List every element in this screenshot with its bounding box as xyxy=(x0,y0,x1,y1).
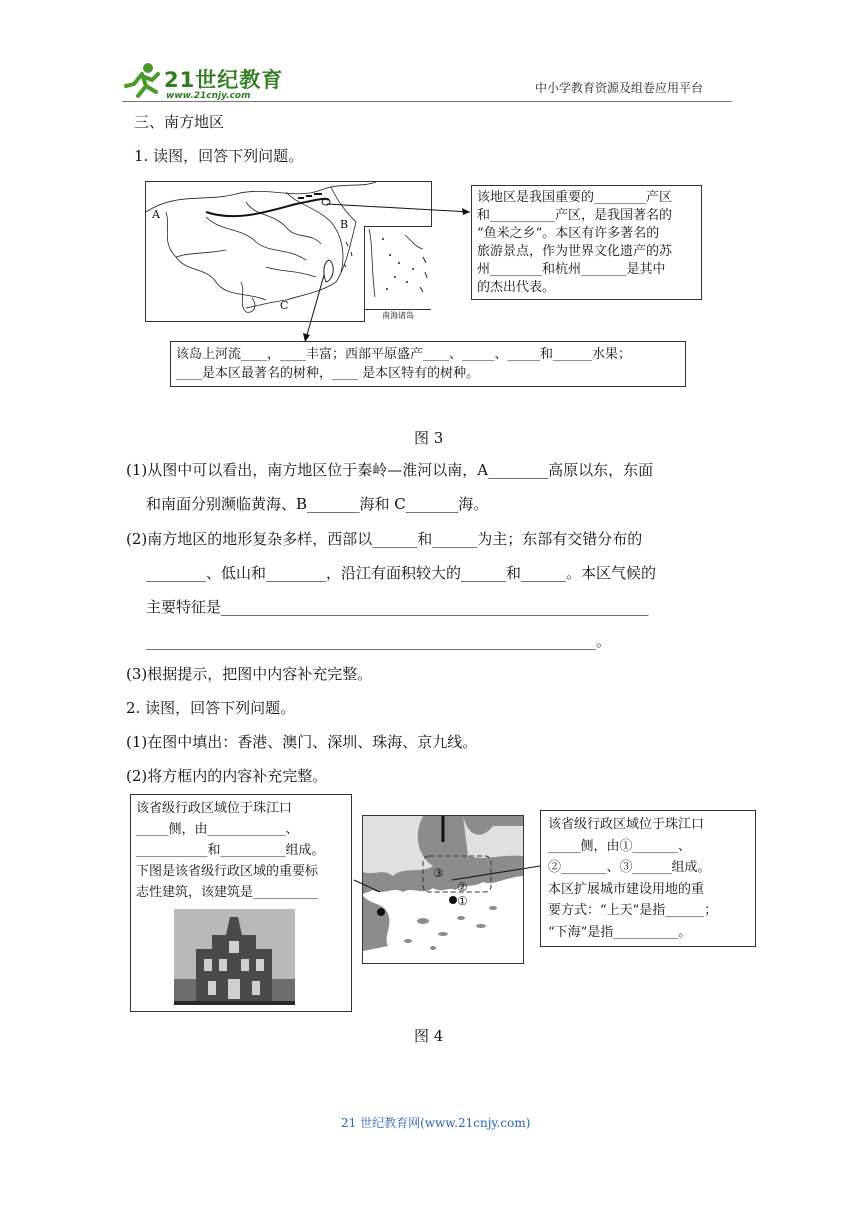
macau-info-line: 志性建筑，该建筑是__________ xyxy=(136,885,319,900)
region-info-line: 州________和杭州_______是其中 xyxy=(477,262,666,277)
figure-3-caption: 图 3 xyxy=(414,429,444,447)
q1-line: (2)南方地区的地形复杂多样，西部以______和______为主；东部有交错分布的 xyxy=(126,530,643,548)
hong-kong-info-line: 要方式：“上天”是指______； xyxy=(548,903,718,918)
header-platform-text: 中小学教育资源及组卷应用平台 xyxy=(535,81,704,95)
logo-text: 21世纪教育 xyxy=(164,68,284,92)
region-info-box xyxy=(471,185,702,300)
macau-info-line: ___________和__________组成。 xyxy=(136,843,325,858)
footer-link[interactable]: 21 世纪教育网(www.21cnjy.com) xyxy=(341,1116,531,1130)
hong-kong-info-line: 本区扩展城市建设用地的重 xyxy=(548,881,705,897)
q1-line: 和南面分别濒临黄海、B_______海和 C_______海。 xyxy=(146,495,489,513)
macau-info-line: _____侧，由____________、 xyxy=(136,822,299,837)
q1-line: 主要特征是_________________________________________________________ xyxy=(146,598,649,616)
macau-info-line: 下图是该省级行政区域的重要标 xyxy=(136,864,319,879)
island-info-line: ____是本区最著名的树种，____ 是本区特有的树种。 xyxy=(176,366,480,381)
inset-label: 南海诸岛 xyxy=(365,309,431,322)
church-facade-image xyxy=(174,909,295,1005)
hong-kong-info-line: “下海”是指__________。 xyxy=(548,924,692,940)
question-1-title: 1. 读图，回答下列问题。 xyxy=(134,147,304,165)
hong-kong-info-line: _____侧，由①_______、 xyxy=(548,838,692,854)
map-label-a: A xyxy=(152,208,160,221)
region-info-line: 和__________产区，是我国著名的 xyxy=(477,208,673,223)
q1-line: (1)从图中可以看出，南方地区位于秦岭—淮河以南，A________高原以东，东面 xyxy=(126,461,654,479)
hong-kong-info-box xyxy=(540,810,756,947)
map-number-2: ② xyxy=(457,880,468,894)
region-info-line: “鱼米之乡”。本区有许多著名的 xyxy=(477,226,660,241)
q2-sub1: (1)在图中填出：香港、澳门、深圳、珠海、京九线。 xyxy=(126,733,478,751)
map-label-c: C xyxy=(280,299,289,312)
q1-line: (3)根据提示，把图中内容补充完整。 xyxy=(126,665,373,683)
question-2-title: 2. 读图，回答下列问题。 xyxy=(126,699,296,717)
island-info-line: 该岛上河流____，____丰富；西部平原盛产____、_____、_____和______水果； xyxy=(176,347,632,362)
region-info-line: 旅游景点，作为世界文化遗产的苏 xyxy=(477,244,673,259)
hong-kong-info-line: ②_______、③______组成。 xyxy=(548,860,711,875)
region-info-line: 的杰出代表。 xyxy=(477,280,556,295)
q1-line: ________、低山和________，沿江有面积较大的______和______。本区气候的 xyxy=(146,564,657,582)
macau-info-line: 该省级行政区域位于珠江口 xyxy=(136,801,293,816)
map-label-b: B xyxy=(340,218,349,231)
map-number-3: ③ xyxy=(433,866,444,880)
figure-4-caption: 图 4 xyxy=(414,1027,444,1045)
hong-kong-info-line: 该省级行政区域位于珠江口 xyxy=(548,817,705,832)
island-info-box xyxy=(170,341,686,387)
logo-url: www.21cnjy.com xyxy=(166,91,251,101)
section-title: 三、南方地区 xyxy=(134,113,225,131)
q2-sub2: (2)将方框内的内容补充完整。 xyxy=(126,767,328,785)
map-number-1: ① xyxy=(457,894,468,908)
ruins-of-st-paul-photo xyxy=(174,909,295,1005)
region-info-line: 该地区是我国重要的________产区 xyxy=(477,190,673,205)
q1-line: ____________________________________________________________。 xyxy=(146,632,612,650)
